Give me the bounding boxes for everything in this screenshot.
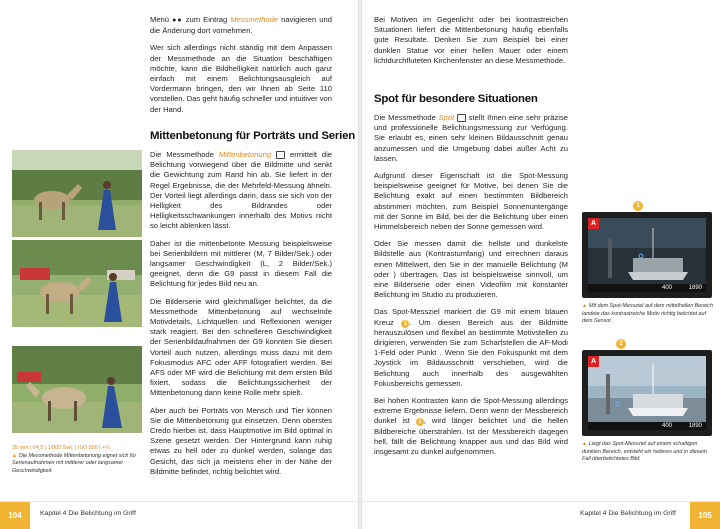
iso-readout: 400 xyxy=(661,423,672,429)
caption-triangle-icon: ▲ xyxy=(12,452,17,459)
page-number: 104 xyxy=(0,502,30,529)
caption-text: Liegt das Spot-Messziel auf einem schattigen dunklen Bereich, entsteht ein helleres und in diesem Fall überbelichtetes Bild. xyxy=(582,441,707,462)
marker-1-icon: 1 xyxy=(401,320,409,328)
menu-icon: ●● xyxy=(172,17,183,24)
right-page xyxy=(362,0,720,529)
method-name: Mittenbetonung xyxy=(218,150,272,159)
shots-remaining: 1890 xyxy=(688,423,702,429)
mode-label: A xyxy=(588,356,599,367)
horse-photo-1 xyxy=(12,150,142,237)
page-number: 105 xyxy=(690,502,720,529)
photo-caption xyxy=(12,445,144,475)
marker-2-icon: 2 xyxy=(616,339,626,349)
exif-data: 35 mm | f/4,5 | 1/800 Sek. | ISO 800 | +⅔ xyxy=(12,445,110,451)
caption-text: Mit dem Spot-Messziel auf dem mittelhellen Bereich landete das kontrastreiche Motiv richtig belichtet auf dem Sensor. xyxy=(582,303,713,324)
method-name: Spot xyxy=(438,113,455,122)
intro-paragraph: Bei Motiven im Gegenlicht oder bei kontrastreichen Situationen liefert die Mittenbetonung häufig ebenfalls gute Resultate. Denken Sie zum Beispiel bei einer dunklen Statue vor einer hellen Mauer oder einem lichtdurchfluteten Kirchenfenster an diese Messmethode. xyxy=(374,15,568,65)
body-paragraph: Aber auch bei Porträts von Mensch und Tier können Sie die Mittenbetonung gut einsetzen. Denn oberstes Credo hierbei ist, dass Hauptmotive im Bild optimal in Szene gesetzt werden. Der Hintergrund kann ruhig etwas zu hell oder zu dunkel werden, solange das Gesicht, das sich ja meistens eher in der Nähe der Bildmitte befindet, richtig belichtet wird. xyxy=(150,405,332,476)
body-paragraph: Aufgrund dieser Eigenschaft ist die Spot-Messung beispielsweise geeignet für Motive, bei denen Sie die Belichtung exakt auf einen bestimmten Bildbereich abstimmen möchten, zum Beispiel Sonnenuntergänge mit der Sonne im Bild, bei der die Belichtung über einen Himmelsbereich neben der Sonne gemessen wird. xyxy=(374,171,568,232)
intro-text: zum Eintrag xyxy=(182,15,231,24)
section-heading-spot: Spot für besondere Situationen xyxy=(374,93,538,105)
left-intro xyxy=(150,15,332,122)
camera-screen-2 xyxy=(582,350,712,436)
left-page xyxy=(0,0,358,529)
shots-remaining: 1890 xyxy=(688,285,702,291)
spot-icon xyxy=(457,114,466,122)
body-paragraph: Daher ist die mittenbetonte Messung beispielsweise bei Serienbildern mit mittlerer (M, 7 Bilder/Sek.) oder langsamer Geschwindigkeit (L, 2 Bilder/Sek.) geeignet, denn die G9 passt in diesem Fall die Belichtung für jedes Bild neu an. xyxy=(150,238,332,289)
iso-readout: 400 xyxy=(661,285,672,291)
caption-text: Die Messmethode Mittenbetonung eignet sich für Serienaufnahmen mit mittlerer oder langsamer Geschwindigkeit. xyxy=(12,452,137,474)
left-footer xyxy=(0,501,358,529)
marker-2-icon: 2 xyxy=(416,418,424,426)
caption-triangle-icon: ▲ xyxy=(582,441,587,447)
right-footer xyxy=(362,501,720,529)
chapter-title: Kapitel 4 Die Belichtung im Griff xyxy=(40,510,136,517)
mode-label: A xyxy=(588,218,599,229)
right-body: Die Messmethode Spot stellt Ihnen eine sehr präzise und professionelle Belichtungsmessung zur Verfügung. Sie erlaubt es, einen sehr kleinen Bildausschnitt genau anzumessen und die Umgebung dabei außer Acht zu lassen. Aufgrund dieser Eigenschaft ist die Spot-Messung beispielsweise geeignet für Motive, bei denen Sie die Belichtung exakt auf einen bestimmten Bildbereich abstimmen möchten, zum Beispiel Sonnenuntergänge mit der Sonne im Bild, bei der die Belichtung über einen Himmelsbereich neben der Sonne gemessen wird. Oder Sie messen damit die hellste und dunkelste Bildstelle aus (Kontrastumfang) und errechnen daraus einen Mittelwert, den Sie in der manuelle Belichtung (M oder ) übertragen. Das ist beispielsweise sinnvoll, um eine Bilderserie oder einen Videofilm mit konstanter Belichtung im Studio zu produzieren. Das Spot-Messziel markiert die G9 mit einem blauen Kreuz 1 . Um diesen Bereich aus der Bildmitte herauszulösen und flexibel an bestimmte Motivstellen zu dirigieren, verwenden Sie zum Scharfstellen die AF-Modi 1-Feld oder Punkt . Wenn Sie den Fokuspunkt mit dem Joystick im Bildausschnitt verschieben, wird die Belichtung auch innerhalb des ausgewählten Fokusbereichs gemessen. Bei hohen Kontrasten kann die Spot-Messung allerdings extreme Ergebnisse liefern. Denn wenn der Messbereich dunkel ist 2 , wird länger belichtet und die hellen Bildbereiche überstrahlen. Ist der Messbereich dagegen hell, fällt die Belichtung knapper aus und das Bild wird insgesamt zu dunkel aufgenommen. xyxy=(374,113,568,457)
section-heading-centered: Mittenbetonung für Porträts und Serien xyxy=(150,130,356,142)
caption-triangle-icon: ▲ xyxy=(582,303,587,309)
camera-screen-1 xyxy=(582,212,712,298)
body-paragraph: Die Bilderserie wird gleichmäßiger belichtet, da die Messmethode Mittenbetonung auf wechselnde Motivdetails, Lichtquellen und Reflexionen weniger stark reagiert. Bei den schnelleren Geschwindigkeit der Serienbildaufnahmen der G9 konnten Sie diesen Vorteil auch nutzen, allerdings muss dazu mit dem Fokusmodus AFC oder AFF fotografiert werden. Bei AFS oder MF wird die Belichtung mit dem ersten Bild fixiert, sodass die Belichtungssicherheit der Mittenbetonung dann keine Rolle mehr spielt. xyxy=(150,296,332,398)
centerweighted-icon xyxy=(276,151,285,159)
body-paragraph: Oder Sie messen damit die hellste und dunkelste Bildstelle aus (Kontrastumfang) und errechnen daraus einen Mittelwert, den Sie in der manuelle Belichtung (M oder ) übertragen. Das ist beispielsweise sinnvoll, um eine Bilderserie oder einen Videofilm mit konstanter Belichtung im Studio zu produzieren. xyxy=(374,239,568,300)
camera-caption-2 xyxy=(582,441,716,464)
menu-entry: Messmethode xyxy=(230,15,279,24)
camera-caption-1 xyxy=(582,303,716,326)
left-body: Die Messmethode Mittenbetonung ermittelt die Belichtung vorwiegend über die Bildmitte und senkt die Gewichtung zum Rand hin ab. Sie liefert in der Regel Ergebnisse, die der Mehrfeld-Messung ähneln. Der Vorteil liegt allerdings darin, dass sie sich von der Helligkeit des Bildrandes oder Helligkeitsschwankungen innerhalb des Motivs nicht so leicht ablenken lässt. Daher ist die mittenbetonte Messung beispielsweise bei Serienbildern mit mittlerer (M, 7 Bilder/Sek.) oder langsamer Geschwindigkeit (L, 2 Bilder/Sek.) geeignet, denn die G9 passt in diesem Fall die Belichtung für jedes Bild neu an. Die Bilderserie wird gleichmäßiger belichtet, da die Messmethode Mittenbetonung auf wechselnde Motivdetails, Lichtquellen und Reflexionen weniger stark reagiert. Bei den schnelleren Geschwindigkeit der Serienbildaufnahmen der G9 konnten Sie diesen Vorteil auch nutzen, allerdings muss dazu mit dem Fokusmodus AFC oder AFF fotografiert werden. Bei AFS oder MF wird die Belichtung mit dem ersten Bild fixiert, sodass die Belichtungssicherheit der Mittenbetonung dann keine Rolle mehr spielt. Aber auch bei Porträts von Mensch und Tier können Sie die Mittenbetonung gut einsetzen. Denn oberstes Credo hierbei ist, dass Hauptmotive im Bild optimal in Szene gesetzt werden. Der Hintergrund kann ruhig etwas zu hell oder zu dunkel werden, solange das Gesicht, das sich ja meistens eher in der Nähe der Bildmitte befindet, richtig belichtet wird. xyxy=(150,150,332,476)
horse-photo-2 xyxy=(12,240,142,327)
right-intro xyxy=(374,15,568,73)
intro-paragraph: Wer sich allerdings nicht ständig mit dem Anpassen der Messmethode an die Situation beschäftigen möchte, kann die Bildhelligkeit natürlich auch ganz einfach mit einem Belichtungsausgleich auf Vordermann bringen, den wir Ihnen ab Seite 110 vorstellen. Das geht häufig schneller und intuitiver von der Hand. xyxy=(150,43,332,114)
marker-1-icon: 1 xyxy=(633,201,643,211)
chapter-title: Kapitel 4 Die Belichtung im Griff xyxy=(580,510,676,517)
intro-text: navigieren und die Änderung dort vornehmen. xyxy=(150,15,332,36)
intro-text: Menü xyxy=(150,15,173,24)
horse-photo-3 xyxy=(12,346,142,433)
